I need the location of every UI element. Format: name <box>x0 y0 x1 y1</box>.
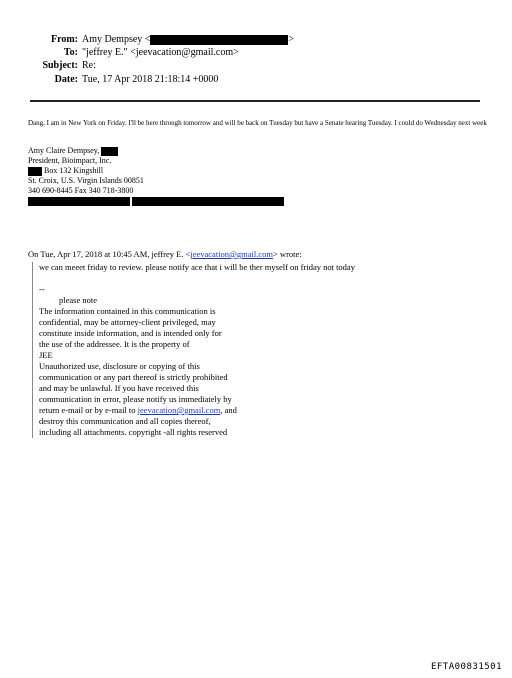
subject-row <box>20 60 96 72</box>
disclaimer-line: JEE <box>39 350 53 360</box>
disclaimer-line: communication in error, please notify us immediately by <box>39 394 232 404</box>
signature-phone: 340 690-8445 Fax 340 718-3800 <box>28 186 134 195</box>
quoted-intro-email-link[interactable]: jeevacation@gmail.com <box>190 249 274 259</box>
disclaimer-return-line <box>39 405 479 416</box>
disclaimer-line: Unauthorized use, disclosure or copying of this <box>39 361 200 371</box>
to-label: To: <box>63 47 78 58</box>
notice-title: please note <box>59 295 97 305</box>
signature-name-line <box>28 146 284 156</box>
message-body: Dang, I am in New York on Friday. I'll be here through tomorrow and will be back on Tuesday but have a Senate hearing Tuesday. I could do Wednesday next week <box>28 119 487 127</box>
date-label: Date: <box>54 74 78 85</box>
to-value: "jeffrey E." <jeevacation@gmail.com> <box>82 47 239 58</box>
return-prefix: return e-mail or by e-mail to <box>39 405 138 415</box>
from-label: From: <box>50 34 78 45</box>
subject-label: Subject: <box>42 60 78 71</box>
redaction-bar <box>28 197 130 206</box>
disclaimer-line: including all attachments. copyright -all rights reserved <box>39 427 228 437</box>
signature-redacted-line <box>28 196 284 206</box>
return-suffix: , and <box>220 405 237 415</box>
redaction-bar <box>28 167 42 176</box>
disclaimer <box>39 306 479 438</box>
redaction-bar <box>150 35 288 45</box>
quoted-reply-line: we can meeet friday to review. please notify ace that i will be ther myself on friday not today <box>39 262 355 272</box>
signature-block <box>28 146 284 206</box>
date-value: Tue, 17 Apr 2018 21:18:14 +0000 <box>82 74 219 85</box>
disclaimer-line: constitute inside information, and is intended only for <box>39 328 222 338</box>
return-email-link[interactable]: jeevacation@gmail.com <box>137 405 221 415</box>
signature-address1-line <box>28 166 284 176</box>
from-close: > <box>288 34 295 45</box>
disclaimer-line: destroy this communication and all copies thereof, <box>39 416 211 426</box>
from-row <box>20 34 294 46</box>
header-divider <box>30 100 480 102</box>
disclaimer-line: the use of the addressee. It is the property of <box>39 339 190 349</box>
signature-address2: St. Croix, U.S. Virgin Islands 00851 <box>28 176 144 185</box>
quoted-message <box>32 262 479 438</box>
from-name: Amy Dempsey < <box>82 34 151 45</box>
disclaimer-line: The information contained in this communication is <box>39 306 216 316</box>
quoted-separator: -- <box>39 284 45 294</box>
spacer <box>39 273 479 284</box>
to-row <box>20 47 239 59</box>
quoted-intro <box>28 249 302 260</box>
signature-name: Amy Claire Dempsey, <box>28 146 100 155</box>
redaction-bar <box>101 147 118 156</box>
redaction-bar <box>132 197 284 206</box>
quoted-intro-prefix: On Tue, Apr 17, 2018 at 10:45 AM, jeffrey E. < <box>28 249 191 259</box>
subject-value: Re: <box>82 60 96 71</box>
document-id: EFTA00831501 <box>430 662 502 672</box>
signature-title: President, Bioimpact, Inc. <box>28 156 112 165</box>
disclaimer-line: communication or any part thereof is strictly prohibited <box>39 372 228 382</box>
disclaimer-line: confidential, may be attorney-client privileged, may <box>39 317 216 327</box>
quoted-intro-suffix: > wrote: <box>273 249 302 259</box>
disclaimer-line: and may be unlawful. If you have received this <box>39 383 199 393</box>
signature-address1: Box 132 Kingshill <box>44 166 104 175</box>
date-row <box>20 74 218 86</box>
